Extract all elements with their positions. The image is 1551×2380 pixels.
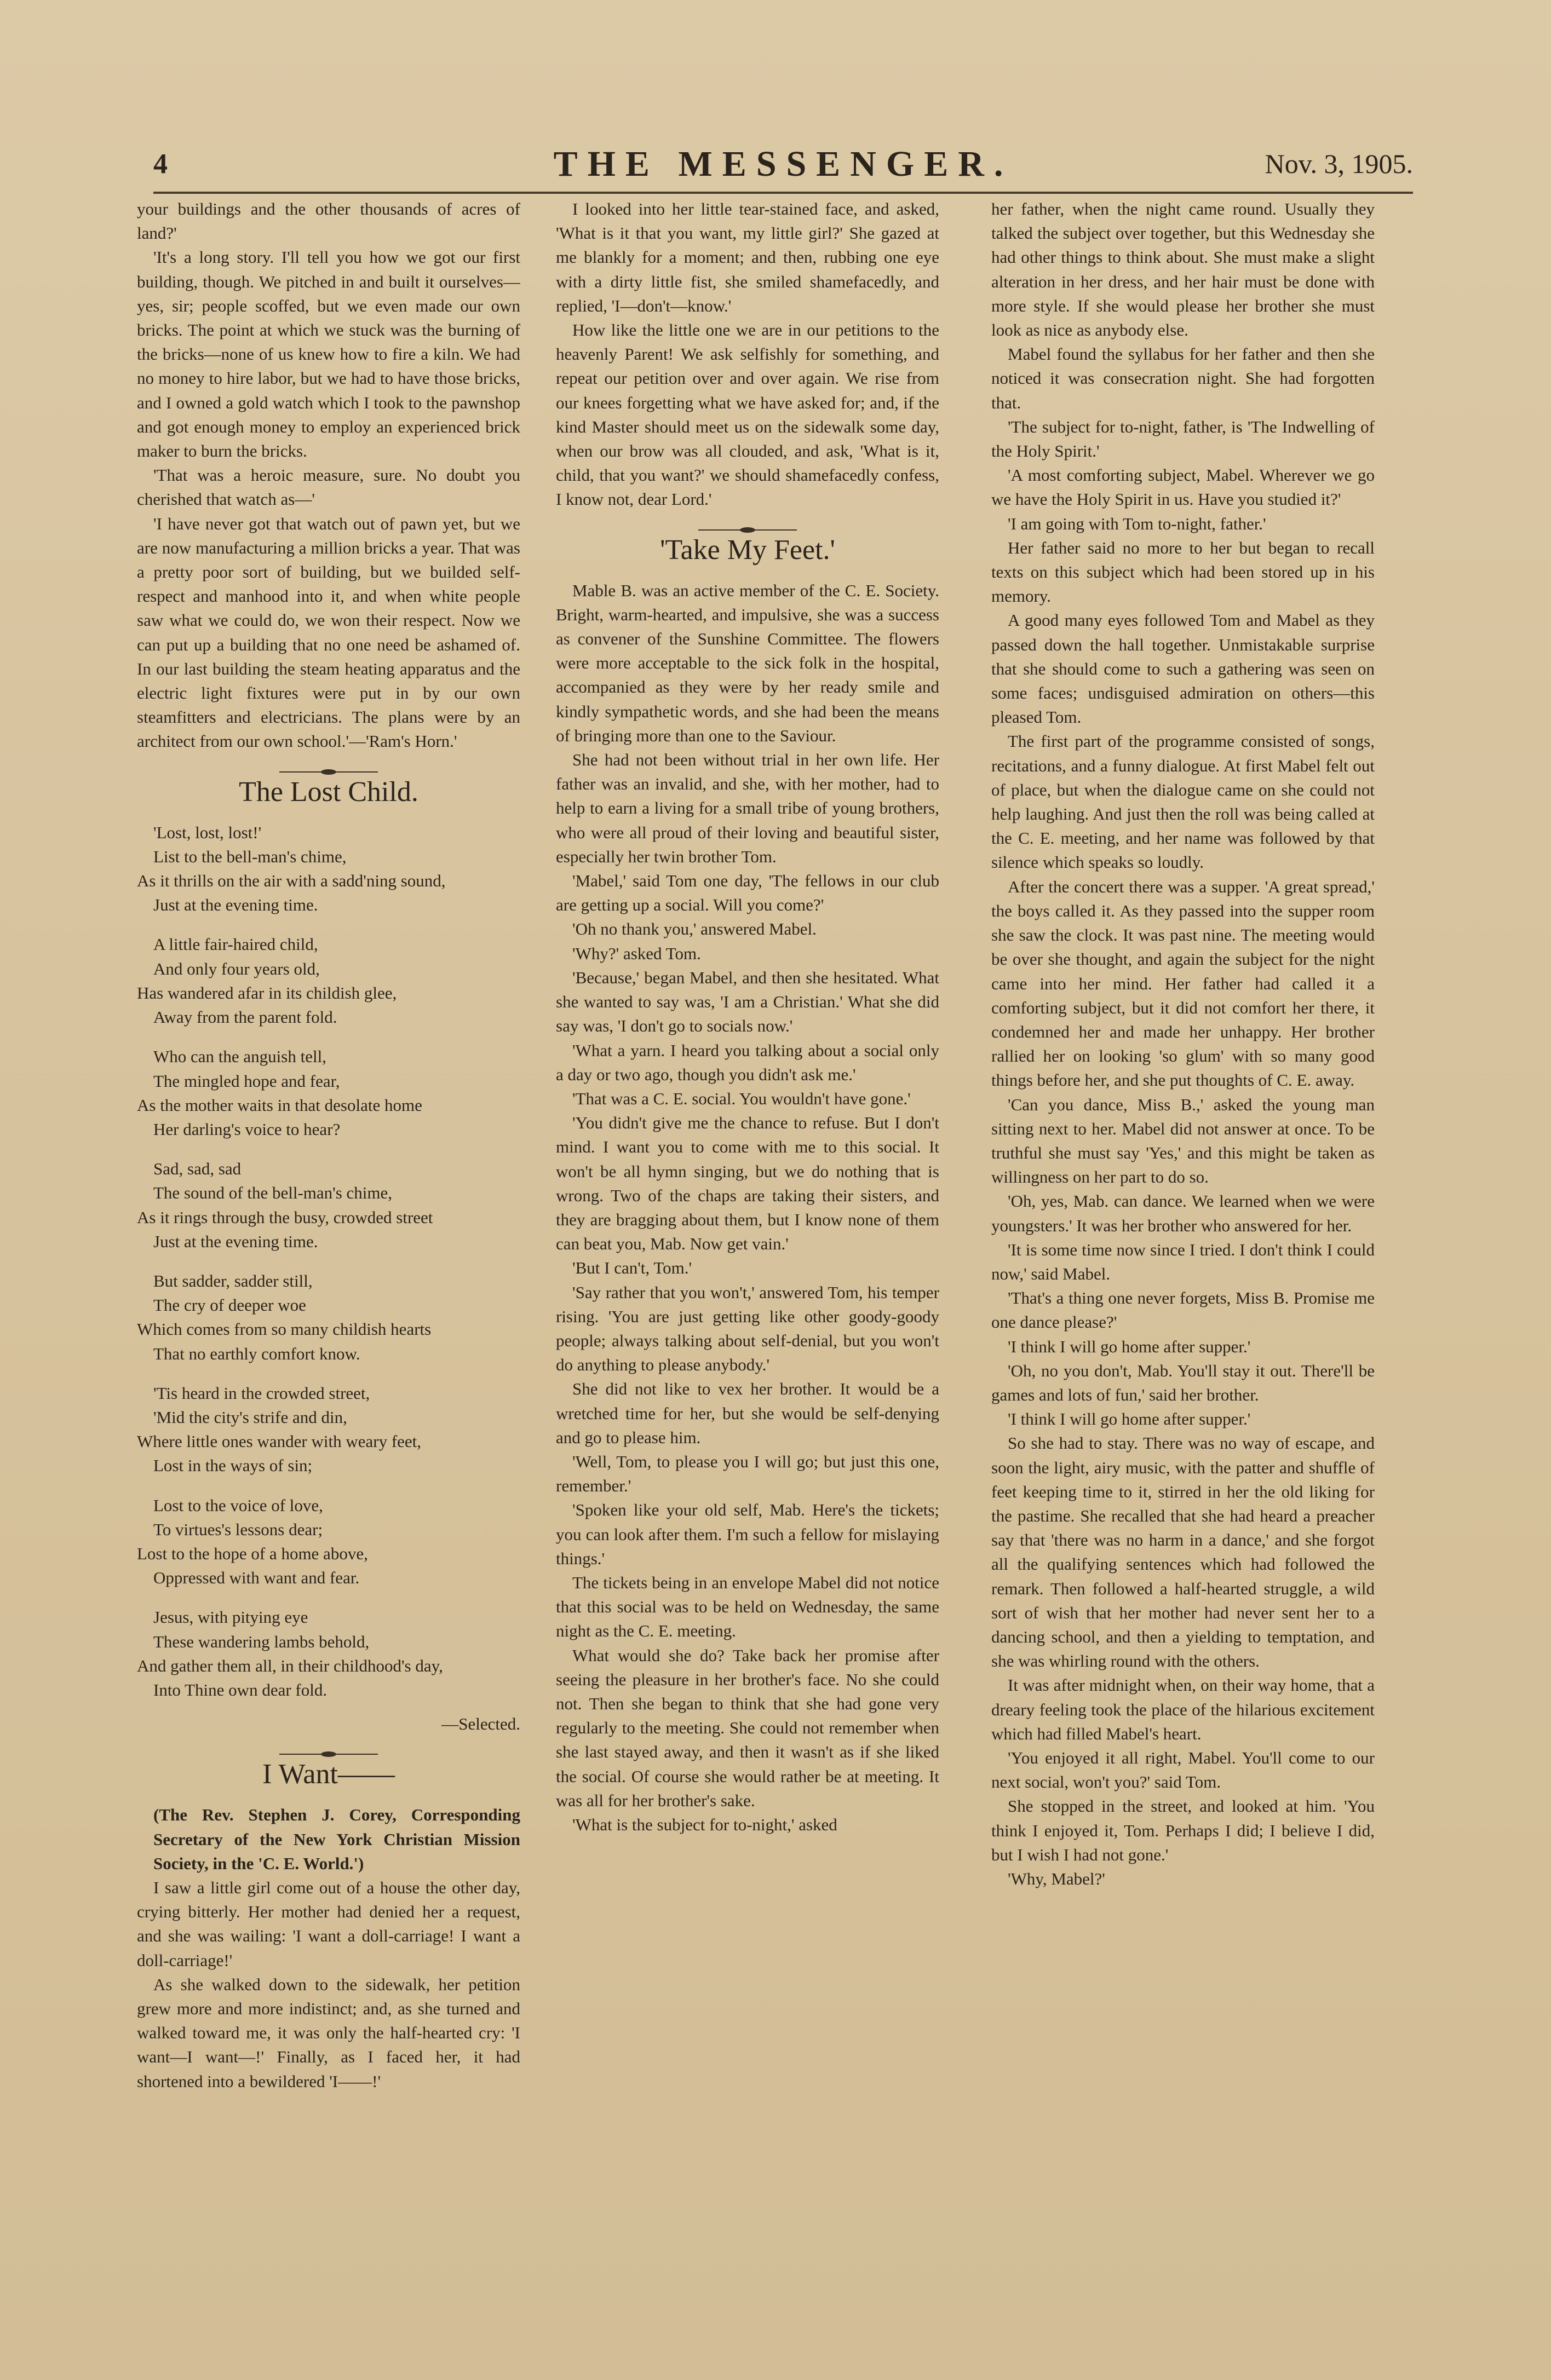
article-paragraph: So she had to stay. There was no way of escape, and soon the light, airy music, with the patter and shuffle of feet keeping time to it, stirred in her the old liking for the pastime. She recalled that she had heard a preacher say that 'there was no harm in a dance,' and she forgot all the qualifying sentences which had followed the remark. Then followed a half-hearted struggle, a wild sort of wish that her mother had never sent her to a dancing school, and then a yielding to temptation, and she was whirling round with the others.	[991, 1433, 1375, 1671]
article-paragraph: The tickets being in an envelope Mabel did not notice that this social was to be held on Wednesday, the same night as the C. E. meeting.	[556, 1572, 939, 1641]
article-paragraph: 'I think I will go home after supper.'	[1008, 1409, 1251, 1429]
poem-line: As it thrills on the air with a sadd'ning sound,	[137, 871, 446, 891]
poem-line: And gather them all, in their childhood's day,	[137, 1656, 443, 1675]
article-paragraph: 'That was a C. E. social. You wouldn't have gone.'	[572, 1088, 911, 1108]
article-paragraph: After the concert there was a supper. 'A great spread,' the boys called it. As they passed into the supper room she saw the clock. It was past nine. The meeting would be over she thought, and again the subject for the night came into her mind. Her father had called it a comforting subject, but it did not comfort her there, it condemned her and made her unhappy. Her brother rallied her on looking 'so glum' with so many good things before her, and she put thoughts of C. E. away.	[991, 877, 1375, 1090]
article-paragraph: 'I have never got that watch out of pawn yet, but we are now manufacturing a million bricks a year. That was a pretty poor sort of building, but we builded self-respect and manhood into it, and when white people saw what we could do, we won their respect. Now we can put up a building that no one need be ashamed of. In our last building the steam heating apparatus and the electric light fixtures were put in by our own steamfitters and electricians. The plans were by an architect from our own school.'—'Ram's Horn.'	[137, 514, 520, 751]
article-paragraph: What would she do? Take back her promise after seeing the pleasure in her brother's face. No she could not. Then she began to think that she had gone very regularly to the meeting. She could not remember when she last stayed away, and then it wasn't as if she liked the social. Of course she would rather be at meeting. It was all for her brother's sake.	[556, 1645, 939, 1810]
poem-line: These wandering lambs behold,	[153, 1632, 370, 1651]
article-paragraph: 'It is some time now since I tried. I don't think I could now,' said Mabel.	[991, 1240, 1375, 1283]
poem-stanza	[137, 1494, 520, 1590]
poem-line: Sad, sad, sad	[153, 1159, 242, 1179]
article-paragraph: She stopped in the street, and looked at him. 'You think I enjoyed it, Tom. Perhaps I did; I believe I did, but I wish I had not gone.'	[991, 1796, 1375, 1864]
article-paragraph: 'Oh no thank you,' answered Mabel.	[572, 919, 817, 939]
poem-line: Has wandered afar in its childish glee,	[137, 983, 397, 1002]
poem-lost-child	[137, 821, 520, 1737]
poem-line: To virtues's lessons dear;	[153, 1519, 323, 1539]
poem-line: The mingled hope and fear,	[153, 1071, 340, 1091]
poem-line: Into Thine own dear fold.	[153, 1680, 328, 1699]
poem-line: Just at the evening time.	[153, 895, 318, 915]
article-paragraph: 'Mabel,' said Tom one day, 'The fellows in our club are getting up a social. Will you come?'	[556, 871, 939, 915]
poem-title-text: The Lost Child.	[239, 776, 418, 808]
poem-stanza	[137, 1045, 520, 1142]
article-paragraph: Mabel found the syllabus for her father and then she noticed it was consecration night. She had forgotten that.	[991, 344, 1375, 412]
column-1	[137, 197, 520, 2267]
article-intro: (The Rev. Stephen J. Corey, Corresponding Secretary of the New York Christian Mission Society, in the 'C. E. World.')	[153, 1805, 520, 1873]
want-title	[137, 1750, 520, 1791]
header-rule	[153, 192, 1413, 194]
story-title	[556, 526, 939, 567]
article-paragraph: Mable B. was an active member of the C. E. Society. Bright, warm-hearted, and impulsive, she was a success as convener of the Sunshine Committee. The flowers were more acceptable to the sick folk in the hospital, accompanied as they were by her ready smile and kindly sympathetic words, and she had been the means of bringing more than one to the Saviour.	[556, 580, 939, 745]
poem-line: Lost to the voice of love,	[153, 1495, 323, 1515]
article-paragraph: As she walked down to the sidewalk, her petition grew more and more indistinct; and, as she turned and walked toward me, it was only the half-hearted cry: 'I want—I want—!' Finally, as I faced her, it had shortened into a bewildered 'I——!'	[137, 1974, 520, 2091]
article-paragraph: 'What a yarn. I heard you talking about a social only a day or two ago, though you didn't ask me.'	[556, 1040, 939, 1084]
article-paragraph: 'A most comforting subject, Mabel. Wherever we go we have the Holy Spirit in us. Have you studied it?'	[991, 465, 1375, 509]
column-2	[556, 197, 939, 2267]
poem-credit: —Selected.	[441, 1714, 520, 1734]
poem-stanza	[137, 1157, 520, 1254]
poem-line: A little fair-haired child,	[153, 935, 318, 954]
article-paragraph: 'Can you dance, Miss B.,' asked the young man sitting next to her. Mabel did not answer at once. To be truthful she must say 'Yes,' and this might be taken as willingness on her part to do so.	[991, 1094, 1375, 1187]
article-paragraph: 'You enjoyed it all right, Mabel. You'll come to our next social, won't you?' said Tom.	[991, 1748, 1375, 1792]
story-title-text: 'Take My Feet.'	[660, 534, 835, 566]
poem-line: And only four years old,	[153, 959, 320, 978]
poem-line: The sound of the bell-man's chime,	[153, 1183, 393, 1203]
article-paragraph: It was after midnight when, on their way home, that a dreary feeling took the place of the hilarious excitement which had filled Mabel's heart.	[991, 1675, 1375, 1743]
poem-line: Away from the parent fold.	[153, 1007, 337, 1027]
article-paragraph: 'Oh, no you don't, Mab. You'll stay it out. There'll be games and lots of fun,' said her brother.	[991, 1361, 1375, 1404]
poem-line: As it rings through the busy, crowded street	[137, 1207, 433, 1227]
poem-line: Her darling's voice to hear?	[153, 1119, 341, 1139]
article-paragraph: 'Because,' began Mabel, and then she hesitated. What she wanted to say was, 'I am a Christian.' What she did say was, 'I don't go to socials now.'	[556, 967, 939, 1036]
article-paragraph: 'I think I will go home after supper.'	[1008, 1336, 1251, 1356]
poem-line: Who can the anguish tell,	[153, 1047, 326, 1067]
poem-stanza	[137, 932, 520, 1029]
article-paragraph: She had not been without trial in her own life. Her father was an invalid, and she, with her mother, had to help to earn a living for a small tribe of young brothers, who were all proud of their loving and beautiful sister, especially her twin brother Tom.	[556, 750, 939, 866]
poem-line: Oppressed with want and fear.	[153, 1568, 360, 1588]
article-paragraph: 'But I can't, Tom.'	[572, 1258, 692, 1278]
article-paragraph: her father, when the night came round. Usually they talked the subject over together, but this Wednesday she had other things to think about. She must make a slight alteration in her dress, and her hair must be done with more style. If she would please her brother she must look as nice as anybody else.	[991, 199, 1375, 340]
article-paragraph: Her father said no more to her but began to recall texts on this subject which had been stored up in his memory.	[991, 538, 1375, 606]
poem-line: Where little ones wander with weary feet,	[137, 1432, 422, 1451]
poem-line: Which comes from so many childish hearts	[137, 1319, 432, 1339]
poem-line: Just at the evening time.	[153, 1231, 318, 1251]
poem-line: List to the bell-man's chime,	[153, 846, 347, 866]
poem-line: 'Mid the city's strife and din,	[153, 1407, 347, 1427]
article-paragraph: 'That was a heroic measure, sure. No doubt you cherished that watch as—'	[137, 465, 520, 509]
article-paragraph: 'Say rather that you won't,' answered Tom, his temper rising. 'You are just getting like other goody-goody people; always talking about self-denial, but you won't do anything to please anybody.'	[556, 1282, 939, 1375]
poem-line: Lost in the ways of sin;	[153, 1456, 313, 1476]
masthead-title: THE MESSENGER.	[553, 144, 1013, 184]
article-paragraph: 'Spoken like your old self, Mab. Here's the tickets; you can look after them. I'm such a fellow for mislaying things.'	[556, 1500, 939, 1568]
article-paragraph: your buildings and the other thousands of acres of land?'	[137, 199, 520, 243]
column-3	[991, 197, 1375, 2267]
poem-stanza	[137, 1269, 520, 1366]
article-paragraph: I saw a little girl come out of a house the other day, crying bitterly. Her mother had denied her a request, and she was wailing: 'I want a doll-carriage! I want a doll-carriage!'	[137, 1877, 520, 1970]
ornament-divider	[698, 526, 797, 534]
poem-line: As the mother waits in that desolate home	[137, 1095, 422, 1115]
article-paragraph: 'What is the subject for to-night,' asked	[572, 1815, 837, 1834]
article-paragraph: 'That's a thing one never forgets, Miss B. Promise me one dance please?'	[991, 1288, 1375, 1332]
poem-line: That no earthly comfort know.	[153, 1344, 360, 1363]
poem-line: The cry of deeper woe	[153, 1295, 306, 1315]
issue-date: Nov. 3, 1905.	[1265, 148, 1413, 179]
poem-stanza	[137, 821, 520, 918]
article-paragraph: 'Why, Mabel?'	[1008, 1869, 1105, 1889]
page-number: 4	[153, 148, 168, 180]
want-title-text: I Want——	[262, 1759, 395, 1790]
article-paragraph: 'It's a long story. I'll tell you how we got our first building, though. We pitched in and built it ourselves—yes, sir; people scoffed, but we even made our own bricks. The point at which we stuck was the burning of the bricks—none of us knew how to fire a kiln. We had no money to hire labor, but we had to have those bricks, and I owned a gold watch which I took to the pawnshop and got enough money to employ an experienced brick maker to burn the bricks.	[137, 247, 520, 461]
ornament-divider	[279, 768, 378, 776]
article-paragraph: The first part of the programme consisted of songs, recitations, and a funny dialogue. At first Mabel felt out of place, but when the dialogue came on she could not help laughing. And just then the roll was being called at the C. E. meeting, and her name was followed by that silence which speaks so loudly.	[991, 731, 1375, 872]
article-paragraph: I looked into her little tear-stained face, and asked, 'What is it that you want, my little girl?' She gazed at me blankly for a moment; and then, rubbing one eye with a dirty little fist, she smiled shamefacedly, and replied, 'I—don't—know.'	[556, 199, 939, 315]
article-paragraph: 'Oh, yes, Mab. can dance. We learned when we were youngsters.' It was her brother who answered for her.	[991, 1191, 1375, 1235]
poem-line: Lost to the hope of a home above,	[137, 1543, 368, 1563]
article-paragraph: 'Why?' asked Tom.	[572, 943, 701, 963]
poem-line: 'Lost, lost, lost!'	[153, 822, 262, 842]
article-paragraph: A good many eyes followed Tom and Mabel as they passed down the hall together. Unmistakable surprise that she should come to such a gathering was seen on some faces; undisguised admiration on others—this pleased Tom.	[991, 610, 1375, 727]
article-paragraph: 'Well, Tom, to please you I will go; but just this one, remember.'	[556, 1451, 939, 1496]
article-paragraph: 'I am going with Tom to-night, father.'	[1008, 514, 1266, 533]
article-paragraph: She did not like to vex her brother. It would be a wretched time for her, but she would be self-denying and go to please him.	[556, 1379, 939, 1447]
poem-line: But sadder, sadder still,	[153, 1271, 313, 1290]
poem-title	[137, 768, 520, 809]
page-header	[153, 144, 1413, 192]
poem-stanza	[137, 1381, 520, 1478]
poem-line: Jesus, with pitying eye	[153, 1607, 308, 1627]
poem-line: 'Tis heard in the crowded street,	[153, 1383, 370, 1403]
article-paragraph: 'You didn't give me the chance to refuse. But I don't mind. I want you to come with me to this social. It won't be all hymn singing, but we do nothing that is wrong. Two of the chaps are taking their sisters, and they are bragging about them, but I know none of them can beat you, Mab. Now get vain.'	[556, 1113, 939, 1254]
poem-stanza	[137, 1605, 520, 1702]
article-paragraph: How like the little one we are in our petitions to the heavenly Parent! We ask selfishly for something, and repeat our petition over and over again. We rise from our knees forgetting what we have asked for; and, if the kind Master should meet us on the sidewalk some day, when our brow was all clouded, and ask, 'What is it, child, that you want?' we should shamefacedly confess, I know not, dear Lord.'	[556, 320, 939, 509]
article-paragraph: 'The subject for to-night, father, is 'The Indwelling of the Holy Spirit.'	[991, 417, 1375, 461]
ornament-divider	[279, 1750, 378, 1758]
